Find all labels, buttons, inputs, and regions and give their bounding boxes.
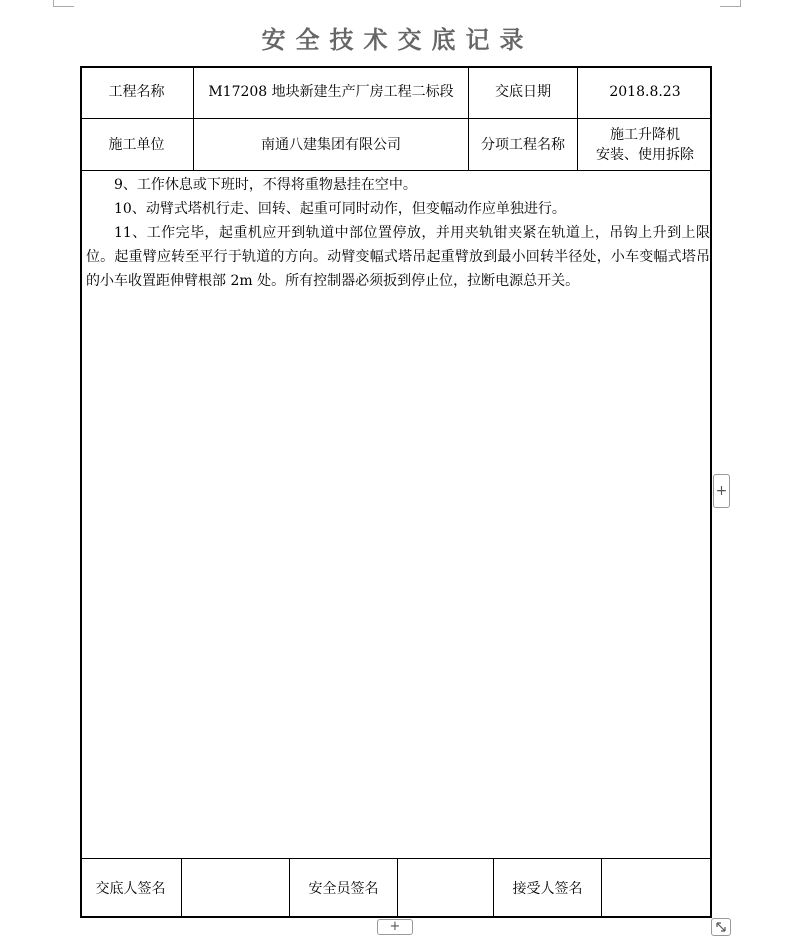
date-label: 交底日期 <box>495 84 551 100</box>
safety-officer-signature-label: 安全员签名 <box>308 880 379 897</box>
sub-project-label: 分项工程名称 <box>481 136 565 153</box>
receiver-signature-label: 接受人签名 <box>512 880 583 897</box>
sub-project-line: 安装、使用拆除 <box>596 146 694 163</box>
add-column-button[interactable] <box>713 474 730 508</box>
page-corner-mark <box>53 0 74 7</box>
discloser-signature-label: 交底人签名 <box>95 880 166 897</box>
project-name-value[interactable]: M17208 地块新建生产厂房工程二标段 <box>208 84 454 100</box>
add-row-button[interactable] <box>377 919 413 935</box>
content-paragraph: 9、工作休息或下班时，不得将重物悬挂在空中。 <box>114 177 417 193</box>
discloser-signature-field[interactable] <box>182 859 289 918</box>
safety-officer-signature-field[interactable] <box>398 859 493 918</box>
disclosure-content[interactable] <box>86 173 710 293</box>
sub-project-line: 施工升降机 <box>610 126 680 143</box>
project-name-label: 工程名称 <box>108 84 165 100</box>
disclosure-form-table <box>80 66 712 918</box>
company-label: 施工单位 <box>108 136 165 153</box>
content-paragraph: 11、工作完毕，起重机应开到轨道中部位置停放，并用夹轨钳夹紧在轨道上，吊钩上升到上限位。起重臂应转至平行于轨道的方向。动臂变幅式塔吊起重臂放到最小回转半径处，小车变幅式塔吊的小车收置距伸臂根部 2m 处。所有控制器必须扳到停止位，拉断电源总开关。 <box>86 225 710 289</box>
table-resize-handle[interactable] <box>711 918 731 936</box>
plus-icon: + <box>389 919 401 934</box>
page-corner-mark <box>720 0 741 7</box>
row-divider <box>80 170 712 171</box>
document-title: 安全技术交底记录 <box>261 26 534 54</box>
company-value[interactable]: 南通八建集团有限公司 <box>261 136 401 153</box>
plus-icon: + <box>715 483 728 499</box>
date-value[interactable]: 2018.8.23 <box>609 84 681 100</box>
sub-project-value[interactable] <box>578 119 712 170</box>
resize-diagonal-icon <box>715 921 727 933</box>
receiver-signature-field[interactable] <box>602 859 712 918</box>
content-paragraph: 10、动臂式塔机行走、回转、起重可同时动作，但变幅动作应单独进行。 <box>114 201 566 217</box>
